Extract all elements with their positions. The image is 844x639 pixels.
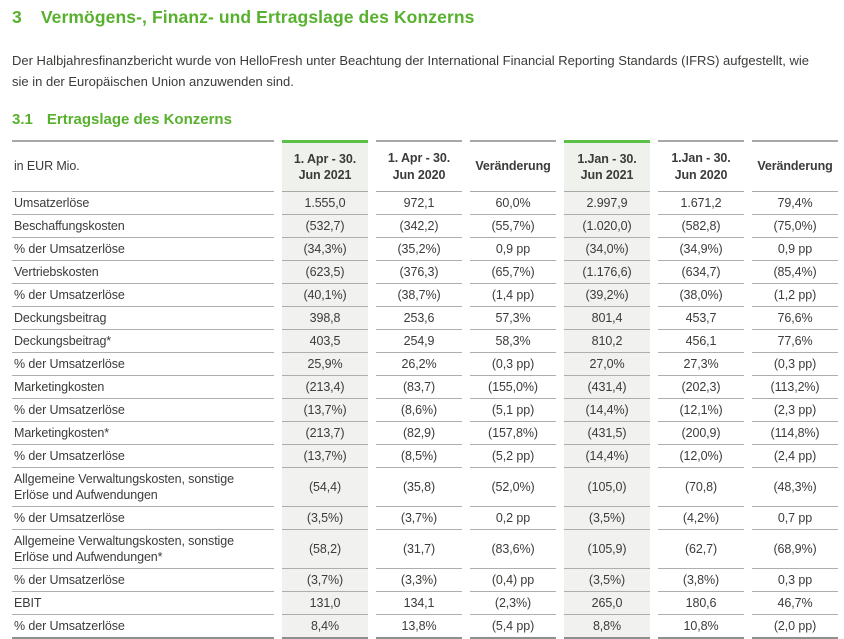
section-heading [12, 7, 838, 28]
value-cell: (2,3%) [470, 592, 556, 615]
value-cell: (3,5%) [564, 507, 650, 530]
table-row [12, 399, 838, 422]
table-row [12, 284, 838, 307]
value-cell: (34,9%) [658, 238, 744, 261]
column-header: 1. Apr - 30. Jun 2020 [376, 140, 462, 192]
value-cell: (13,7%) [282, 445, 368, 468]
table-row [12, 507, 838, 530]
value-cell: (75,0%) [752, 215, 838, 238]
value-cell: (1,4 pp) [470, 284, 556, 307]
section-number: 3 [12, 7, 22, 27]
value-cell: (0,3 pp) [470, 353, 556, 376]
row-label: Vertriebskosten [12, 261, 274, 284]
value-cell: (342,2) [376, 215, 462, 238]
value-cell: (3,7%) [376, 507, 462, 530]
value-cell: (35,2%) [376, 238, 462, 261]
row-label: Deckungsbeitrag [12, 307, 274, 330]
value-cell: (62,7) [658, 530, 744, 569]
value-cell: (12,0%) [658, 445, 744, 468]
subsection-number: 3.1 [12, 111, 33, 129]
column-header: Veränderung [470, 140, 556, 192]
row-label: Allgemeine Verwaltungskosten, sonstige Erlöse und Aufwendungen* [12, 530, 274, 569]
value-cell: (202,3) [658, 376, 744, 399]
value-cell: 254,9 [376, 330, 462, 353]
row-label: Allgemeine Verwaltungskosten, sonstige Erlöse und Aufwendungen [12, 468, 274, 507]
value-cell: (14,4%) [564, 445, 650, 468]
value-cell: (83,7) [376, 376, 462, 399]
row-label: Beschaffungskosten [12, 215, 274, 238]
value-cell: 131,0 [282, 592, 368, 615]
value-cell: (83,6%) [470, 530, 556, 569]
value-cell: 27,0% [564, 353, 650, 376]
value-cell: (40,1%) [282, 284, 368, 307]
row-label: Umsatzerlöse [12, 192, 274, 215]
row-label: % der Umsatzerlöse [12, 507, 274, 530]
value-cell: (1.176,6) [564, 261, 650, 284]
value-cell: 57,3% [470, 307, 556, 330]
value-cell: (2,4 pp) [752, 445, 838, 468]
value-cell: (14,4%) [564, 399, 650, 422]
value-cell: 46,7% [752, 592, 838, 615]
row-label: % der Umsatzerlöse [12, 399, 274, 422]
value-cell: (85,4%) [752, 261, 838, 284]
value-cell: (213,7) [282, 422, 368, 445]
value-cell: 265,0 [564, 592, 650, 615]
table-row [12, 215, 838, 238]
value-cell: (13,7%) [282, 399, 368, 422]
table-row [12, 238, 838, 261]
table-row [12, 422, 838, 445]
value-cell: 25,9% [282, 353, 368, 376]
value-cell: (155,0%) [470, 376, 556, 399]
value-cell: 10,8% [658, 615, 744, 639]
value-cell: (3,8%) [658, 569, 744, 592]
value-cell: (34,0%) [564, 238, 650, 261]
value-cell: 398,8 [282, 307, 368, 330]
value-cell: 26,2% [376, 353, 462, 376]
table-row [12, 261, 838, 284]
value-cell: (58,2) [282, 530, 368, 569]
intro-paragraph: Der Halbjahresfinanzbericht wurde von HelloFresh unter Beachtung der International Financial Reporting Standards (IFRS) aufgestellt, wie sie in der Europäischen Union anzuwenden sind. [12, 53, 810, 90]
value-cell: 1.555,0 [282, 192, 368, 215]
table-row [12, 376, 838, 399]
table-row [12, 192, 838, 215]
value-cell: (582,8) [658, 215, 744, 238]
value-cell: (213,4) [282, 376, 368, 399]
value-cell: (82,9) [376, 422, 462, 445]
value-cell: 1.671,2 [658, 192, 744, 215]
value-cell: (52,0%) [470, 468, 556, 507]
value-cell: 2.997,9 [564, 192, 650, 215]
row-label: % der Umsatzerlöse [12, 615, 274, 639]
column-header: 1.Jan - 30. Jun 2020 [658, 140, 744, 192]
value-cell: (55,7%) [470, 215, 556, 238]
value-cell: (431,5) [564, 422, 650, 445]
value-cell: (3,3%) [376, 569, 462, 592]
value-cell: (8,5%) [376, 445, 462, 468]
value-cell: (200,9) [658, 422, 744, 445]
value-cell: (0,4) pp [470, 569, 556, 592]
value-cell: 0,2 pp [470, 507, 556, 530]
unit-label: in EUR Mio. [12, 140, 274, 192]
value-cell: 8,8% [564, 615, 650, 639]
value-cell: (65,7%) [470, 261, 556, 284]
value-cell: 253,6 [376, 307, 462, 330]
value-cell: (34,3%) [282, 238, 368, 261]
value-cell: (12,1%) [658, 399, 744, 422]
table-row [12, 330, 838, 353]
value-cell: (376,3) [376, 261, 462, 284]
value-cell: 60,0% [470, 192, 556, 215]
row-label: % der Umsatzerlöse [12, 569, 274, 592]
value-cell: 0,3 pp [752, 569, 838, 592]
value-cell: 13,8% [376, 615, 462, 639]
value-cell: 180,6 [658, 592, 744, 615]
row-label: % der Umsatzerlöse [12, 445, 274, 468]
value-cell: (3,5%) [282, 507, 368, 530]
value-cell: (5,2 pp) [470, 445, 556, 468]
table-row [12, 615, 838, 639]
value-cell: 0,9 pp [470, 238, 556, 261]
value-cell: (39,2%) [564, 284, 650, 307]
value-cell: (8,6%) [376, 399, 462, 422]
value-cell: (105,0) [564, 468, 650, 507]
value-cell: 77,6% [752, 330, 838, 353]
row-label: Marketingkosten* [12, 422, 274, 445]
row-label: % der Umsatzerlöse [12, 284, 274, 307]
value-cell: 134,1 [376, 592, 462, 615]
value-cell: 76,6% [752, 307, 838, 330]
value-cell: (3,5%) [564, 569, 650, 592]
value-cell: (35,8) [376, 468, 462, 507]
value-cell: (1.020,0) [564, 215, 650, 238]
table-row [12, 592, 838, 615]
value-cell: 27,3% [658, 353, 744, 376]
value-cell: (1,2 pp) [752, 284, 838, 307]
row-label: Deckungsbeitrag* [12, 330, 274, 353]
subsection-heading [12, 111, 838, 128]
value-cell: (634,7) [658, 261, 744, 284]
table-row [12, 445, 838, 468]
row-label: Marketingkosten [12, 376, 274, 399]
value-cell: (623,5) [282, 261, 368, 284]
table-row [12, 468, 838, 507]
value-cell: 972,1 [376, 192, 462, 215]
subsection-title: Ertragslage des Konzerns [46, 111, 232, 129]
column-header: Veränderung [752, 140, 838, 192]
value-cell: 810,2 [564, 330, 650, 353]
table-body [12, 192, 838, 639]
table-row [12, 307, 838, 330]
column-header: 1. Apr - 30. Jun 2021 [282, 140, 368, 192]
value-cell: 0,7 pp [752, 507, 838, 530]
value-cell: (68,9%) [752, 530, 838, 569]
row-label: % der Umsatzerlöse [12, 238, 274, 261]
row-label: EBIT [12, 592, 274, 615]
value-cell: (2,0 pp) [752, 615, 838, 639]
value-cell: (54,4) [282, 468, 368, 507]
value-cell: (3,7%) [282, 569, 368, 592]
value-cell: (532,7) [282, 215, 368, 238]
table-header-row [12, 140, 838, 192]
value-cell: (105,9) [564, 530, 650, 569]
value-cell: (2,3 pp) [752, 399, 838, 422]
value-cell: (157,8%) [470, 422, 556, 445]
value-cell: (431,4) [564, 376, 650, 399]
column-header: 1.Jan - 30. Jun 2021 [564, 140, 650, 192]
value-cell: 801,4 [564, 307, 650, 330]
value-cell: (4,2%) [658, 507, 744, 530]
table-row [12, 353, 838, 376]
table-row [12, 530, 838, 569]
value-cell: 0,9 pp [752, 238, 838, 261]
financial-table [4, 140, 844, 639]
section-title: Vermögens-, Finanz- und Ertragslage des Konzerns [40, 7, 475, 27]
value-cell: (5,4 pp) [470, 615, 556, 639]
value-cell: (70,8) [658, 468, 744, 507]
value-cell: 8,4% [282, 615, 368, 639]
value-cell: (5,1 pp) [470, 399, 556, 422]
row-label: % der Umsatzerlöse [12, 353, 274, 376]
value-cell: (0,3 pp) [752, 353, 838, 376]
value-cell: (113,2%) [752, 376, 838, 399]
value-cell: 79,4% [752, 192, 838, 215]
value-cell: (114,8%) [752, 422, 838, 445]
value-cell: 456,1 [658, 330, 744, 353]
value-cell: (31,7) [376, 530, 462, 569]
table-row [12, 569, 838, 592]
value-cell: 453,7 [658, 307, 744, 330]
value-cell: 58,3% [470, 330, 556, 353]
value-cell: (48,3%) [752, 468, 838, 507]
value-cell: 403,5 [282, 330, 368, 353]
value-cell: (38,0%) [658, 284, 744, 307]
value-cell: (38,7%) [376, 284, 462, 307]
